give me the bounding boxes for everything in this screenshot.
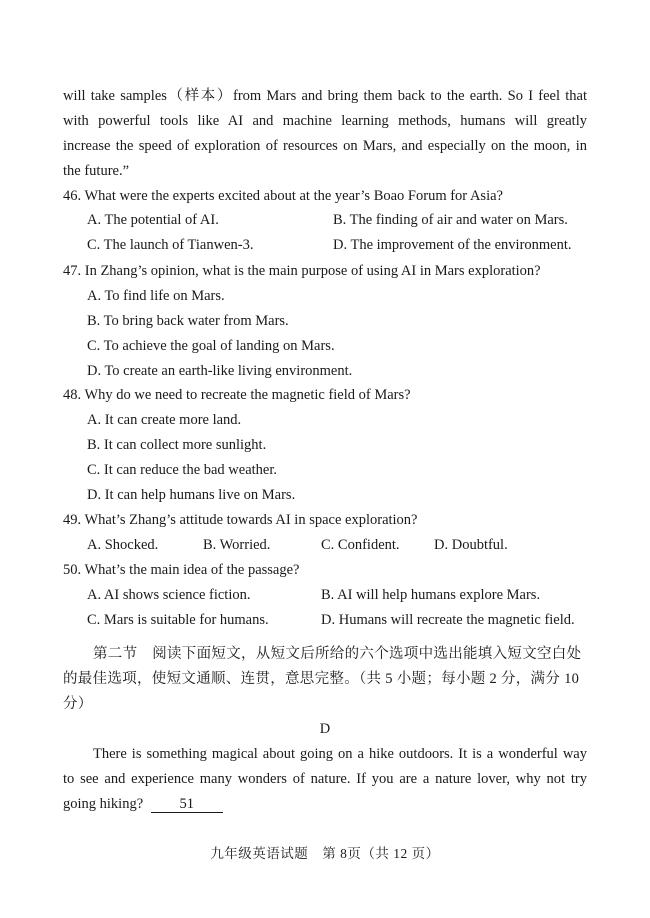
q46-option-c[interactable]: C. The launch of Tianwen-3.: [87, 237, 254, 253]
q50-option-d[interactable]: D. Humans will recreate the magnetic field.: [321, 612, 575, 628]
q47-option-b[interactable]: B. To bring back water from Mars.: [87, 313, 289, 329]
question-46-stem: 46. What were the experts excited about at the year’s Boao Forum for Asia?: [63, 188, 503, 204]
q46-option-a[interactable]: A. The potential of AI.: [87, 212, 219, 228]
q47-option-a[interactable]: A. To find life on Mars.: [87, 288, 225, 304]
passage-d-text: going hiking?: [63, 796, 144, 812]
question-50-stem: 50. What’s the main idea of the passage?: [63, 562, 300, 578]
q48-option-b[interactable]: B. It can collect more sunlight.: [87, 437, 267, 453]
q50-option-a[interactable]: A. AI shows science fiction.: [87, 587, 251, 603]
question-49-stem: 49. What’s Zhang’s attitude towards AI in space exploration?: [63, 512, 418, 528]
q49-option-d[interactable]: D. Doubtful.: [434, 537, 508, 553]
q48-option-a[interactable]: A. It can create more land.: [87, 412, 242, 428]
passage-d-line: There is something magical about going on a hike outdoors. It is a wonderful way: [93, 746, 587, 762]
question-47-stem: 47. In Zhang’s opinion, what is the main purpose of using AI in Mars exploration?: [63, 263, 541, 279]
question-48-stem: 48. Why do we need to recreate the magnetic field of Mars?: [63, 387, 411, 403]
section-2-instructions-line: 第二节 阅读下面短文，从短文后所给的六个选项中选出能填入短文空白处: [93, 646, 582, 662]
passage-line: with powerful tools like AI and machine learning methods, humans will greatly: [63, 113, 587, 129]
passage-line: the future.”: [63, 163, 130, 179]
section-2-instructions-line: 的最佳选项，使短文通顺、连贯，意思完整。（共 5 小题；每小题 2 分，满分 10: [63, 671, 580, 687]
q47-option-c[interactable]: C. To achieve the goal of landing on Mars.: [87, 338, 335, 354]
q50-option-b[interactable]: B. AI will help humans explore Mars.: [321, 587, 541, 603]
section-2-instructions-line: 分）: [63, 696, 93, 712]
q46-option-b[interactable]: B. The finding of air and water on Mars.: [333, 212, 568, 228]
passage-line: will take samples（样本）from Mars and bring them back to the earth. So I feel that: [63, 88, 587, 104]
q48-option-c[interactable]: C. It can reduce the bad weather.: [87, 462, 278, 478]
q48-option-d[interactable]: D. It can help humans live on Mars.: [87, 487, 296, 503]
q49-option-b[interactable]: B. Worried.: [203, 537, 271, 553]
passage-d-last-line: [63, 795, 223, 813]
q49-option-a[interactable]: A. Shocked.: [87, 537, 159, 553]
passage-line: increase the speed of exploration of resources on Mars, and especially on the moon, in: [63, 138, 587, 154]
passage-d-line: to see and experience many wonders of nature. If you are a nature lover, why not try: [63, 771, 587, 787]
q50-option-c[interactable]: C. Mars is suitable for humans.: [87, 612, 269, 628]
blank-51[interactable]: 51: [151, 796, 223, 813]
passage-d-label: D: [319, 721, 331, 737]
q47-option-d[interactable]: D. To create an earth-like living environment.: [87, 363, 353, 379]
page-footer: 九年级英语试题 第 8页（共 12 页）: [210, 846, 440, 861]
q46-option-d[interactable]: D. The improvement of the environment.: [333, 237, 572, 253]
q49-option-c[interactable]: C. Confident.: [321, 537, 400, 553]
